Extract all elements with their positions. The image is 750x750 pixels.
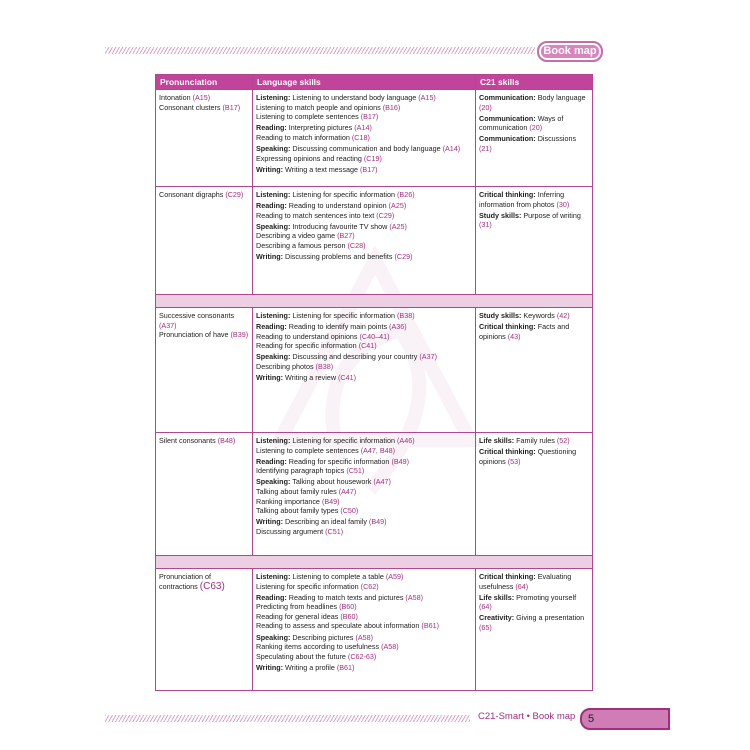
list-item: [256, 154, 472, 164]
list-item: [256, 497, 472, 507]
list-item: [256, 602, 472, 612]
language-skills-cell: [253, 187, 476, 295]
item-text: Questioning opinions: [479, 447, 577, 466]
item-text: Reading to match sentences into text: [256, 210, 375, 220]
page-reference: (B48): [217, 436, 236, 445]
page-reference: (A47): [338, 486, 357, 496]
page-reference: (C29): [225, 190, 244, 199]
skill-label: Listening:: [256, 436, 291, 445]
item-text: Pronunciation of contractions: [159, 572, 211, 591]
item-text: Body language: [537, 93, 586, 102]
list-item: [159, 572, 249, 591]
page-reference: (C62-63): [347, 651, 377, 661]
list-item: [479, 190, 589, 209]
page-reference: (A46): [397, 436, 415, 445]
item-text: Listening to complete sentences: [256, 112, 359, 122]
list-item: [256, 341, 472, 351]
language-skills-cell: [253, 433, 476, 556]
unit-separator-row: [156, 295, 593, 308]
item-text: Introducing favourite TV show: [292, 221, 388, 231]
item-text: Listening to match people and opinions: [256, 102, 381, 112]
page-reference: (B27): [337, 231, 355, 241]
page-reference: (43): [507, 331, 521, 341]
list-item: [479, 613, 589, 632]
skill-label: Speaking:: [256, 221, 291, 231]
page-reference: (A58): [405, 592, 423, 602]
section-label: Book map: [537, 41, 603, 62]
page-reference: (A47): [373, 477, 391, 487]
table-row: [156, 433, 593, 556]
item-text: Reading for general ideas: [256, 611, 339, 621]
item-text: Discussing problems and benefits: [285, 252, 393, 262]
item-text: Family rules: [516, 436, 555, 445]
list-item: [256, 642, 472, 652]
list-item: [256, 322, 472, 332]
column-header-pronunciation: Pronunciation: [156, 75, 253, 90]
item-text: Writing a profile: [285, 662, 335, 672]
list-item: [256, 593, 472, 603]
page-reference: (20): [529, 123, 543, 133]
item-text: Ways of communication: [479, 113, 564, 133]
item-text: Listening for specific information: [256, 581, 359, 591]
list-item: [256, 311, 472, 321]
skill-label: Speaking:: [256, 632, 291, 642]
item-text: Reading to understand opinions: [256, 331, 358, 341]
item-text: Talking about housework: [292, 477, 372, 487]
item-text: Speculating about the future: [256, 651, 346, 661]
list-item: [256, 241, 472, 251]
list-item: [256, 144, 472, 154]
page-reference: (B17): [360, 112, 379, 122]
unit-separator: [156, 556, 593, 569]
skill-label: Life skills:: [479, 436, 515, 445]
item-text: Pronunciation of have: [159, 330, 229, 340]
language-skills-cell: [253, 308, 476, 433]
page-reference: (A37): [159, 320, 177, 330]
item-text: Discussing and describing your country: [292, 352, 418, 362]
list-item: [256, 446, 472, 456]
item-text: Describing pictures: [292, 632, 354, 642]
page-reference: (A15): [192, 93, 211, 102]
skill-label: Writing:: [256, 662, 284, 672]
page-reference: (B38): [397, 311, 415, 320]
page-reference: (A14): [354, 123, 372, 133]
item-text: Successive consonants: [159, 311, 235, 320]
page-reference: (20): [479, 102, 492, 112]
skill-label: Critical thinking:: [479, 447, 536, 457]
skill-label: Communication:: [479, 134, 536, 144]
page-reference: (C41): [358, 341, 377, 351]
page-reference: (A58): [381, 642, 399, 652]
item-text: Expressing opinions and reacting: [256, 153, 362, 163]
item-text: Reading for specific information: [288, 456, 390, 466]
item-text: Writing a review: [285, 373, 337, 383]
item-text: Consonant clusters: [159, 102, 221, 112]
list-item: [479, 114, 589, 133]
item-text: Identifying paragraph topics: [256, 466, 345, 476]
skill-label: Study skills:: [479, 210, 522, 220]
c21-skills-cell: [476, 433, 593, 556]
table-header-row: [156, 75, 593, 90]
page-reference: (C28): [347, 240, 366, 250]
page-reference: (42): [556, 311, 570, 320]
skill-label: Critical thinking:: [479, 322, 536, 332]
page-reference: (C62): [360, 581, 379, 591]
list-item: [159, 311, 249, 330]
page-reference: (A14): [442, 143, 461, 153]
item-text: Silent consonants: [159, 436, 216, 445]
page-reference: (B49): [391, 456, 410, 466]
list-item: [256, 103, 472, 113]
list-item: [256, 582, 472, 592]
item-text: Facts and opinions: [479, 322, 570, 341]
page-reference: (C29): [376, 210, 395, 220]
item-text: Listening for specific information: [292, 311, 396, 320]
item-text: Listening for specific information: [292, 436, 396, 445]
item-text: Describing a video game: [256, 231, 336, 241]
list-item: [256, 466, 472, 476]
skill-label: Critical thinking:: [479, 572, 536, 581]
skill-label: Reading:: [256, 592, 287, 602]
item-text: Listening to understand body language: [292, 93, 417, 102]
list-item: [256, 211, 472, 221]
skill-label: Writing:: [256, 373, 284, 383]
footer-decoration: [105, 715, 470, 722]
page-reference: (C40–41): [359, 331, 390, 341]
item-text: Discussing communication and body language: [292, 143, 441, 153]
page-reference: (30): [556, 199, 570, 209]
page-reference: (53): [507, 456, 521, 466]
page-reference: (B49): [368, 517, 387, 527]
page-reference: (B16): [382, 102, 401, 112]
skill-label: Listening:: [256, 93, 291, 102]
skill-label: Listening:: [256, 190, 291, 199]
list-item: [256, 612, 472, 622]
list-item: [256, 93, 472, 103]
page-number: 5: [580, 708, 670, 730]
page-reference: (B39): [230, 330, 249, 340]
list-item: [479, 93, 589, 112]
page-reference: (A59): [385, 572, 404, 581]
item-text: Describing a famous person: [256, 240, 346, 250]
list-item: [256, 373, 472, 383]
page-reference: (B60): [340, 611, 358, 621]
page-reference: (B61): [421, 621, 439, 631]
list-item: [256, 457, 472, 467]
language-skills-cell: [253, 569, 476, 691]
page-reference: (C50): [340, 506, 359, 516]
list-item: [256, 165, 472, 175]
column-header-language-skills: Language skills: [253, 75, 476, 90]
item-text: Intonation: [159, 93, 191, 102]
page-reference: (B17): [222, 102, 241, 112]
page-reference: (C29): [394, 252, 413, 262]
item-text: Reading to identify main points: [288, 322, 388, 332]
page-reference: (65): [479, 622, 492, 632]
list-item: [256, 352, 472, 362]
item-text: Reading to match texts and pictures: [288, 592, 404, 602]
list-item: [159, 436, 249, 446]
skill-label: Listening:: [256, 311, 291, 320]
item-text: Giving a presentation: [516, 613, 585, 623]
skill-label: Creativity:: [479, 613, 515, 623]
list-item: [479, 322, 589, 341]
header-decoration: [105, 47, 535, 54]
item-text: Keywords: [523, 311, 555, 320]
page-reference: (B17): [360, 164, 378, 174]
c21-skills-cell: [476, 90, 593, 187]
skill-label: Critical thinking:: [479, 190, 536, 199]
list-item: [256, 517, 472, 527]
item-text: Listening to complete a table: [292, 572, 384, 581]
list-item: [256, 222, 472, 232]
item-text: Evaluating usefulness: [479, 572, 572, 591]
list-item: [256, 231, 472, 241]
list-item: [256, 436, 472, 446]
item-text: Talking about family rules: [256, 486, 337, 496]
skill-label: Reading:: [256, 123, 287, 133]
list-item: [256, 621, 472, 631]
unit-separator-row: [156, 556, 593, 569]
list-item: [256, 362, 472, 372]
skill-label: Reading:: [256, 322, 287, 332]
pronunciation-cell: [156, 433, 253, 556]
page-reference: (A47, B48): [360, 445, 396, 455]
unit-separator: [156, 295, 593, 308]
page-reference: (A25): [389, 221, 407, 231]
list-item: [256, 332, 472, 342]
page-reference: (C63): [199, 580, 225, 592]
skill-label: Speaking:: [256, 477, 291, 487]
item-text: Purpose of writing: [523, 210, 581, 220]
list-item: [159, 93, 249, 103]
skill-label: Life skills:: [479, 592, 515, 602]
page-reference: (64): [479, 602, 492, 612]
list-item: [479, 211, 589, 230]
table-row: [156, 308, 593, 433]
pronunciation-cell: [156, 308, 253, 433]
list-item: [256, 477, 472, 487]
list-item: [256, 112, 472, 122]
list-item: [479, 593, 589, 612]
list-item: [256, 201, 472, 211]
list-item: [159, 103, 249, 113]
item-text: Reading to understand opinion: [288, 201, 387, 211]
item-text: Ranking importance: [256, 496, 320, 506]
page-reference: (B49): [321, 496, 340, 506]
page-reference: (31): [479, 220, 492, 230]
item-text: Interpreting pictures: [288, 123, 353, 133]
skill-label: Writing:: [256, 164, 284, 174]
list-item: [159, 330, 249, 340]
list-item: [479, 311, 589, 321]
item-text: Ranking items according to usefulness: [256, 642, 380, 652]
page-reference: (B38): [315, 361, 334, 371]
item-text: Consonant digraphs: [159, 190, 224, 199]
list-item: [479, 436, 589, 446]
list-item: [256, 663, 472, 673]
table-row: [156, 90, 593, 187]
page-reference: (B61): [336, 662, 355, 672]
c21-skills-cell: [476, 569, 593, 691]
page-reference: (64): [515, 581, 529, 591]
table-row: [156, 569, 593, 691]
skill-label: Reading:: [256, 456, 287, 466]
list-item: [256, 652, 472, 662]
page-reference: (C19): [363, 153, 382, 163]
item-text: Describing photos: [256, 361, 314, 371]
pronunciation-cell: [156, 569, 253, 691]
page-reference: (C51): [325, 526, 344, 536]
page-reference: (B26): [397, 190, 415, 199]
item-text: Reading to match information: [256, 132, 350, 142]
page-reference: (C18): [351, 132, 370, 142]
column-header-c21-skills: C21 skills: [476, 75, 593, 90]
list-item: [256, 506, 472, 516]
list-item: [256, 527, 472, 537]
language-skills-cell: [253, 90, 476, 187]
footer-title: C21-Smart • Book map: [478, 711, 576, 722]
item-text: Reading for specific information: [256, 341, 357, 351]
list-item: [159, 190, 249, 200]
page-reference: (A36): [389, 322, 407, 332]
list-item: [479, 572, 589, 591]
page-reference: (52): [556, 436, 570, 445]
item-text: Listening to complete sentences: [256, 445, 359, 455]
book-map-table: [155, 74, 593, 691]
item-text: Predicting from headlines: [256, 602, 338, 612]
list-item: [256, 252, 472, 262]
item-text: Talking about family types: [256, 506, 339, 516]
item-text: Writing a text message: [285, 164, 358, 174]
item-text: Listening for specific information: [292, 190, 396, 199]
table-row: [156, 187, 593, 295]
c21-skills-cell: [476, 187, 593, 295]
pronunciation-cell: [156, 187, 253, 295]
skill-label: Writing:: [256, 252, 284, 262]
page-reference: (B60): [339, 602, 357, 612]
item-text: Reading to assess and speculate about information: [256, 621, 420, 631]
item-text: Describing an ideal family: [285, 517, 367, 527]
skill-label: Study skills:: [479, 311, 522, 320]
list-item: [256, 123, 472, 133]
page-reference: (A25): [388, 201, 407, 211]
skill-label: Communication:: [479, 113, 536, 123]
list-item: [479, 134, 589, 153]
page-reference: (A37): [419, 352, 437, 362]
item-text: Discussions: [537, 134, 577, 144]
skill-label: Writing:: [256, 517, 284, 527]
page-reference: (C51): [346, 466, 365, 476]
list-item: [256, 487, 472, 497]
page-reference: (C41): [338, 373, 356, 383]
item-text: Promoting yourself: [516, 592, 577, 602]
skill-label: Listening:: [256, 572, 291, 581]
list-item: [479, 447, 589, 466]
skill-label: Speaking:: [256, 143, 291, 153]
list-item: [256, 572, 472, 582]
list-item: [256, 133, 472, 143]
page-reference: (A58): [355, 632, 374, 642]
c21-skills-cell: [476, 308, 593, 433]
item-text: Inferring information from photos: [479, 190, 565, 209]
list-item: [256, 190, 472, 200]
skill-label: Communication:: [479, 93, 536, 102]
page-reference: (A15): [418, 93, 436, 102]
pronunciation-cell: [156, 90, 253, 187]
page-reference: (21): [479, 143, 492, 153]
skill-label: Reading:: [256, 201, 287, 211]
list-item: [256, 633, 472, 643]
item-text: Discussing argument: [256, 526, 324, 536]
skill-label: Speaking:: [256, 352, 291, 362]
